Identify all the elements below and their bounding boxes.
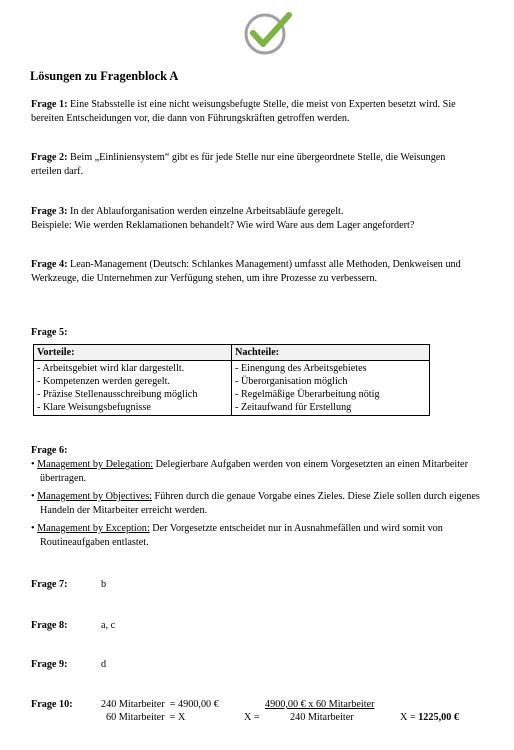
term: Management by Objectives:	[37, 491, 152, 502]
result	[400, 711, 459, 725]
x-equals: X =	[244, 712, 260, 723]
pros-cons-table	[33, 344, 430, 416]
answer-text: Eine Stabsstelle ist eine nicht weisungsbefugte Stelle, die meist von Experten besetzt wird. Sie bereiten Entscheidungen vor, die dann von Führungskräften getroffen werden.	[31, 99, 456, 124]
definition: Der Vorgesetzte entscheidet nur in Ausnahmefällen und wird somit von Routineaufgaben entlastet.	[40, 523, 443, 548]
pros-cell	[34, 361, 232, 416]
result-value: 1225,00 €	[418, 712, 459, 723]
fraction-denominator: 240 Mitarbeiter	[290, 712, 354, 723]
answer-1	[31, 98, 476, 126]
pro-item: - Präzise Stellenausschreibung möglich	[37, 389, 198, 400]
answer-text-line2: Beispiele: Wie werden Reklamationen behandelt? Wie wird Ware aus dem Lager angefordert?	[31, 220, 415, 231]
question-label-9: Frage 9:	[31, 659, 68, 670]
answer-9: d	[101, 659, 107, 670]
checkmark-circle-icon	[240, 9, 296, 55]
con-item: - Überorganisation möglich	[235, 376, 348, 387]
bullet-icon: •	[31, 491, 35, 502]
definition: Delegierbare Aufgaben werden von einem Vorgesetzten an einen Mitarbeiter übertragen.	[40, 459, 468, 484]
bullet-objectives	[31, 490, 485, 518]
proportion-line-1: 240 Mitarbeiter = 4900,00 €	[101, 699, 219, 710]
fraction-numerator: 4900,00 € x 60 Mitarbeiter	[265, 699, 375, 710]
question-label-7: Frage 7:	[31, 579, 68, 590]
answer-4	[31, 258, 471, 286]
pro-item: - Arbeitsgebiet wird klar dargestellt.	[37, 363, 185, 374]
cons-cell	[232, 361, 430, 416]
term: Management by Exception:	[37, 523, 150, 534]
question-label-5: Frage 5:	[31, 327, 68, 338]
answer-3	[31, 205, 491, 233]
con-item: - Regelmäßige Überarbeitung nötig	[235, 389, 380, 400]
con-item: - Einengung des Arbeitsgebietes	[235, 363, 367, 374]
bullet-exception	[31, 522, 485, 550]
answer-8: a, c	[101, 620, 116, 631]
answer-text: Lean-Management (Deutsch: Schlankes Management) umfasst alle Methoden, Denkweisen und Werkzeuge, die Unternehmen zur Verfügung stehen, um ihre Prozesse zu verbessern.	[31, 259, 461, 284]
question-label: Frage 3:	[31, 206, 68, 217]
answer-text: In der Ablauforganisation werden einzelne Arbeitsabläufe geregelt.	[67, 206, 344, 217]
answer-7: b	[101, 579, 107, 590]
question-label-10: Frage 10:	[31, 699, 73, 710]
answer-text: Beim „Einliniensystem“ gibt es für jede Stelle nur eine übergeordnete Stelle, die Weisungen erteilen darf.	[31, 152, 446, 177]
result-prefix: X =	[400, 712, 419, 723]
bullet-delegation	[31, 458, 485, 486]
bullet-icon: •	[31, 459, 35, 470]
question-label-8: Frage 8:	[31, 620, 68, 631]
pro-item: - Klare Weisungsbefugnisse	[37, 402, 151, 413]
question-label: Frage 2:	[31, 152, 68, 163]
answer-2	[31, 151, 471, 179]
page-title: Lösungen zu Fragenblock A	[30, 69, 179, 83]
question-label: Frage 4:	[31, 259, 68, 270]
con-item: - Zeitaufwand für Erstellung	[235, 402, 352, 413]
bullet-icon: •	[31, 523, 35, 534]
definition: Führen durch die genaue Vorgabe eines Zieles. Diese Ziele sollen durch eigenes Handeln der Mitarbeiter erreicht werden.	[40, 491, 480, 516]
pros-header: Vorteile:	[34, 345, 232, 361]
cons-header: Nachteile:	[232, 345, 430, 361]
question-label: Frage 1:	[31, 99, 68, 110]
pro-item: - Kompetenzen werden geregelt.	[37, 376, 170, 387]
proportion-line-2: 60 Mitarbeiter = X	[106, 712, 186, 723]
term: Management by Delegation:	[37, 459, 154, 470]
question-label-6: Frage 6:	[31, 445, 68, 456]
